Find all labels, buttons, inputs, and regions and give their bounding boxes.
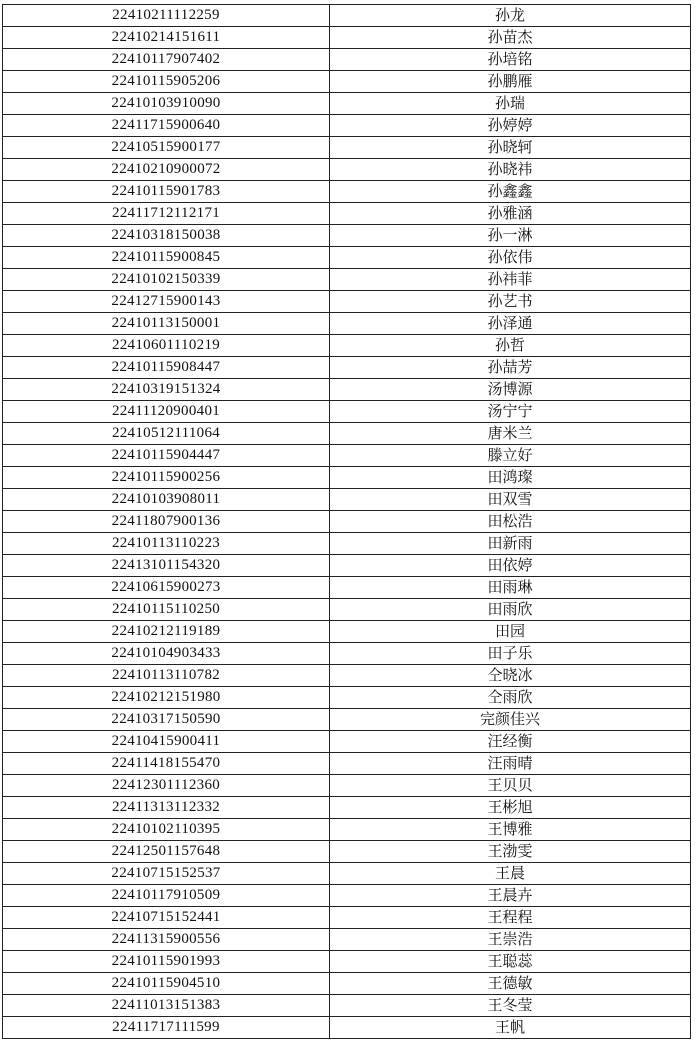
table-row — [3, 621, 691, 643]
student-name-cell: 孙鑫鑫 — [330, 181, 691, 203]
table-row — [3, 841, 691, 863]
roster-table-body — [3, 5, 691, 1039]
student-id-cell: 22410113110782 — [3, 665, 330, 687]
student-name-cell: 完颜佳兴 — [330, 709, 691, 731]
student-id-cell: 22412301112360 — [3, 775, 330, 797]
student-name-cell: 汤宁宁 — [330, 401, 691, 423]
student-name-cell: 王彬旭 — [330, 797, 691, 819]
student-name-cell: 田鸿璨 — [330, 467, 691, 489]
student-id-cell: 22411715900640 — [3, 115, 330, 137]
table-row — [3, 269, 691, 291]
table-row — [3, 753, 691, 775]
student-id-cell: 22410102150339 — [3, 269, 330, 291]
student-name-cell: 孙婷婷 — [330, 115, 691, 137]
student-name-cell: 田雨琳 — [330, 577, 691, 599]
student-id-cell: 22410214151611 — [3, 27, 330, 49]
student-id-cell: 22410115901993 — [3, 951, 330, 973]
table-row — [3, 27, 691, 49]
table-row — [3, 115, 691, 137]
student-id-cell: 22410318150038 — [3, 225, 330, 247]
student-id-cell: 22410113110223 — [3, 533, 330, 555]
table-row — [3, 687, 691, 709]
table-row — [3, 203, 691, 225]
table-row — [3, 159, 691, 181]
student-name-cell: 孙祎菲 — [330, 269, 691, 291]
table-row — [3, 665, 691, 687]
student-name-cell: 孙艺书 — [330, 291, 691, 313]
student-name-cell: 孙晓祎 — [330, 159, 691, 181]
student-id-cell: 22410115905206 — [3, 71, 330, 93]
table-row — [3, 93, 691, 115]
table-row — [3, 599, 691, 621]
table-row — [3, 929, 691, 951]
student-id-cell: 22411013151383 — [3, 995, 330, 1017]
student-id-cell: 22410115110250 — [3, 599, 330, 621]
table-row — [3, 5, 691, 27]
student-id-cell: 22411313112332 — [3, 797, 330, 819]
table-row — [3, 247, 691, 269]
student-id-cell: 22410102110395 — [3, 819, 330, 841]
student-id-cell: 22410615900273 — [3, 577, 330, 599]
student-id-cell: 22410512111064 — [3, 423, 330, 445]
student-name-cell: 孙苗杰 — [330, 27, 691, 49]
student-id-cell: 22410319151324 — [3, 379, 330, 401]
student-name-cell: 田依婷 — [330, 555, 691, 577]
table-row — [3, 291, 691, 313]
table-row — [3, 885, 691, 907]
student-name-cell: 田子乐 — [330, 643, 691, 665]
student-id-cell: 22410415900411 — [3, 731, 330, 753]
student-name-cell: 孙泽通 — [330, 313, 691, 335]
student-name-cell: 孙雅涵 — [330, 203, 691, 225]
table-row — [3, 357, 691, 379]
student-name-cell: 汤博源 — [330, 379, 691, 401]
student-name-cell: 孙喆芳 — [330, 357, 691, 379]
student-name-cell: 田松浩 — [330, 511, 691, 533]
table-row — [3, 335, 691, 357]
student-id-cell: 22410113150001 — [3, 313, 330, 335]
table-row — [3, 71, 691, 93]
student-id-cell: 22410115904510 — [3, 973, 330, 995]
table-row — [3, 995, 691, 1017]
table-row — [3, 797, 691, 819]
student-name-cell: 孙一淋 — [330, 225, 691, 247]
table-row — [3, 533, 691, 555]
student-id-cell: 22410601110219 — [3, 335, 330, 357]
table-row — [3, 907, 691, 929]
student-id-cell: 22410117910509 — [3, 885, 330, 907]
student-id-cell: 22410715152441 — [3, 907, 330, 929]
table-row — [3, 951, 691, 973]
student-name-cell: 汪经衡 — [330, 731, 691, 753]
table-row — [3, 423, 691, 445]
table-row — [3, 511, 691, 533]
student-name-cell: 孙龙 — [330, 5, 691, 27]
student-name-cell: 孙晓轲 — [330, 137, 691, 159]
table-row — [3, 489, 691, 511]
student-name-cell: 王博雅 — [330, 819, 691, 841]
student-id-cell: 22410115904447 — [3, 445, 330, 467]
student-id-cell: 22410212151980 — [3, 687, 330, 709]
student-id-cell: 22410210900072 — [3, 159, 330, 181]
student-id-cell: 22411807900136 — [3, 511, 330, 533]
student-name-cell: 王贝贝 — [330, 775, 691, 797]
student-name-cell: 唐米兰 — [330, 423, 691, 445]
student-name-cell: 田雨欣 — [330, 599, 691, 621]
student-name-cell: 仝晓冰 — [330, 665, 691, 687]
student-id-cell: 22411418155470 — [3, 753, 330, 775]
student-name-cell: 孙鹏雁 — [330, 71, 691, 93]
table-row — [3, 467, 691, 489]
student-id-cell: 22412715900143 — [3, 291, 330, 313]
student-id-cell: 22410103908011 — [3, 489, 330, 511]
student-name-cell: 王晨卉 — [330, 885, 691, 907]
student-id-cell: 22410211112259 — [3, 5, 330, 27]
student-name-cell: 王冬莹 — [330, 995, 691, 1017]
table-row — [3, 181, 691, 203]
table-row — [3, 225, 691, 247]
table-row — [3, 863, 691, 885]
student-name-cell: 王崇浩 — [330, 929, 691, 951]
student-id-cell: 22413101154320 — [3, 555, 330, 577]
student-id-cell: 22411717111599 — [3, 1017, 330, 1039]
table-row — [3, 555, 691, 577]
student-name-cell: 仝雨欣 — [330, 687, 691, 709]
table-row — [3, 577, 691, 599]
student-id-cell: 22410115901783 — [3, 181, 330, 203]
student-name-cell: 滕立好 — [330, 445, 691, 467]
student-name-cell: 田双雪 — [330, 489, 691, 511]
table-row — [3, 1017, 691, 1039]
table-row — [3, 775, 691, 797]
table-row — [3, 379, 691, 401]
table-row — [3, 709, 691, 731]
student-name-cell: 王帆 — [330, 1017, 691, 1039]
student-id-cell: 22411120900401 — [3, 401, 330, 423]
table-row — [3, 973, 691, 995]
student-id-cell: 22410515900177 — [3, 137, 330, 159]
student-id-cell: 22410104903433 — [3, 643, 330, 665]
student-name-cell: 孙瑞 — [330, 93, 691, 115]
student-id-cell: 22412501157648 — [3, 841, 330, 863]
table-row — [3, 49, 691, 71]
student-name-cell: 田新雨 — [330, 533, 691, 555]
table-row — [3, 643, 691, 665]
table-row — [3, 313, 691, 335]
student-name-cell: 孙哲 — [330, 335, 691, 357]
table-row — [3, 137, 691, 159]
student-name-cell: 孙依伟 — [330, 247, 691, 269]
student-id-cell: 22410103910090 — [3, 93, 330, 115]
student-name-cell: 王程程 — [330, 907, 691, 929]
table-row — [3, 819, 691, 841]
table-row — [3, 445, 691, 467]
roster-table — [2, 4, 691, 1039]
student-id-cell: 22410715152537 — [3, 863, 330, 885]
student-name-cell: 田园 — [330, 621, 691, 643]
student-name-cell: 王晨 — [330, 863, 691, 885]
student-id-cell: 22410115900256 — [3, 467, 330, 489]
student-id-cell: 22410115908447 — [3, 357, 330, 379]
student-id-cell: 22411712112171 — [3, 203, 330, 225]
student-id-cell: 22410117907402 — [3, 49, 330, 71]
student-name-cell: 王聪蕊 — [330, 951, 691, 973]
table-row — [3, 401, 691, 423]
student-id-cell: 22410212119189 — [3, 621, 330, 643]
student-name-cell: 王渤雯 — [330, 841, 691, 863]
student-id-cell: 22410115900845 — [3, 247, 330, 269]
student-name-cell: 汪雨晴 — [330, 753, 691, 775]
student-id-cell: 22411315900556 — [3, 929, 330, 951]
table-row — [3, 731, 691, 753]
student-name-cell: 王德敏 — [330, 973, 691, 995]
student-id-cell: 22410317150590 — [3, 709, 330, 731]
student-name-cell: 孙培铭 — [330, 49, 691, 71]
